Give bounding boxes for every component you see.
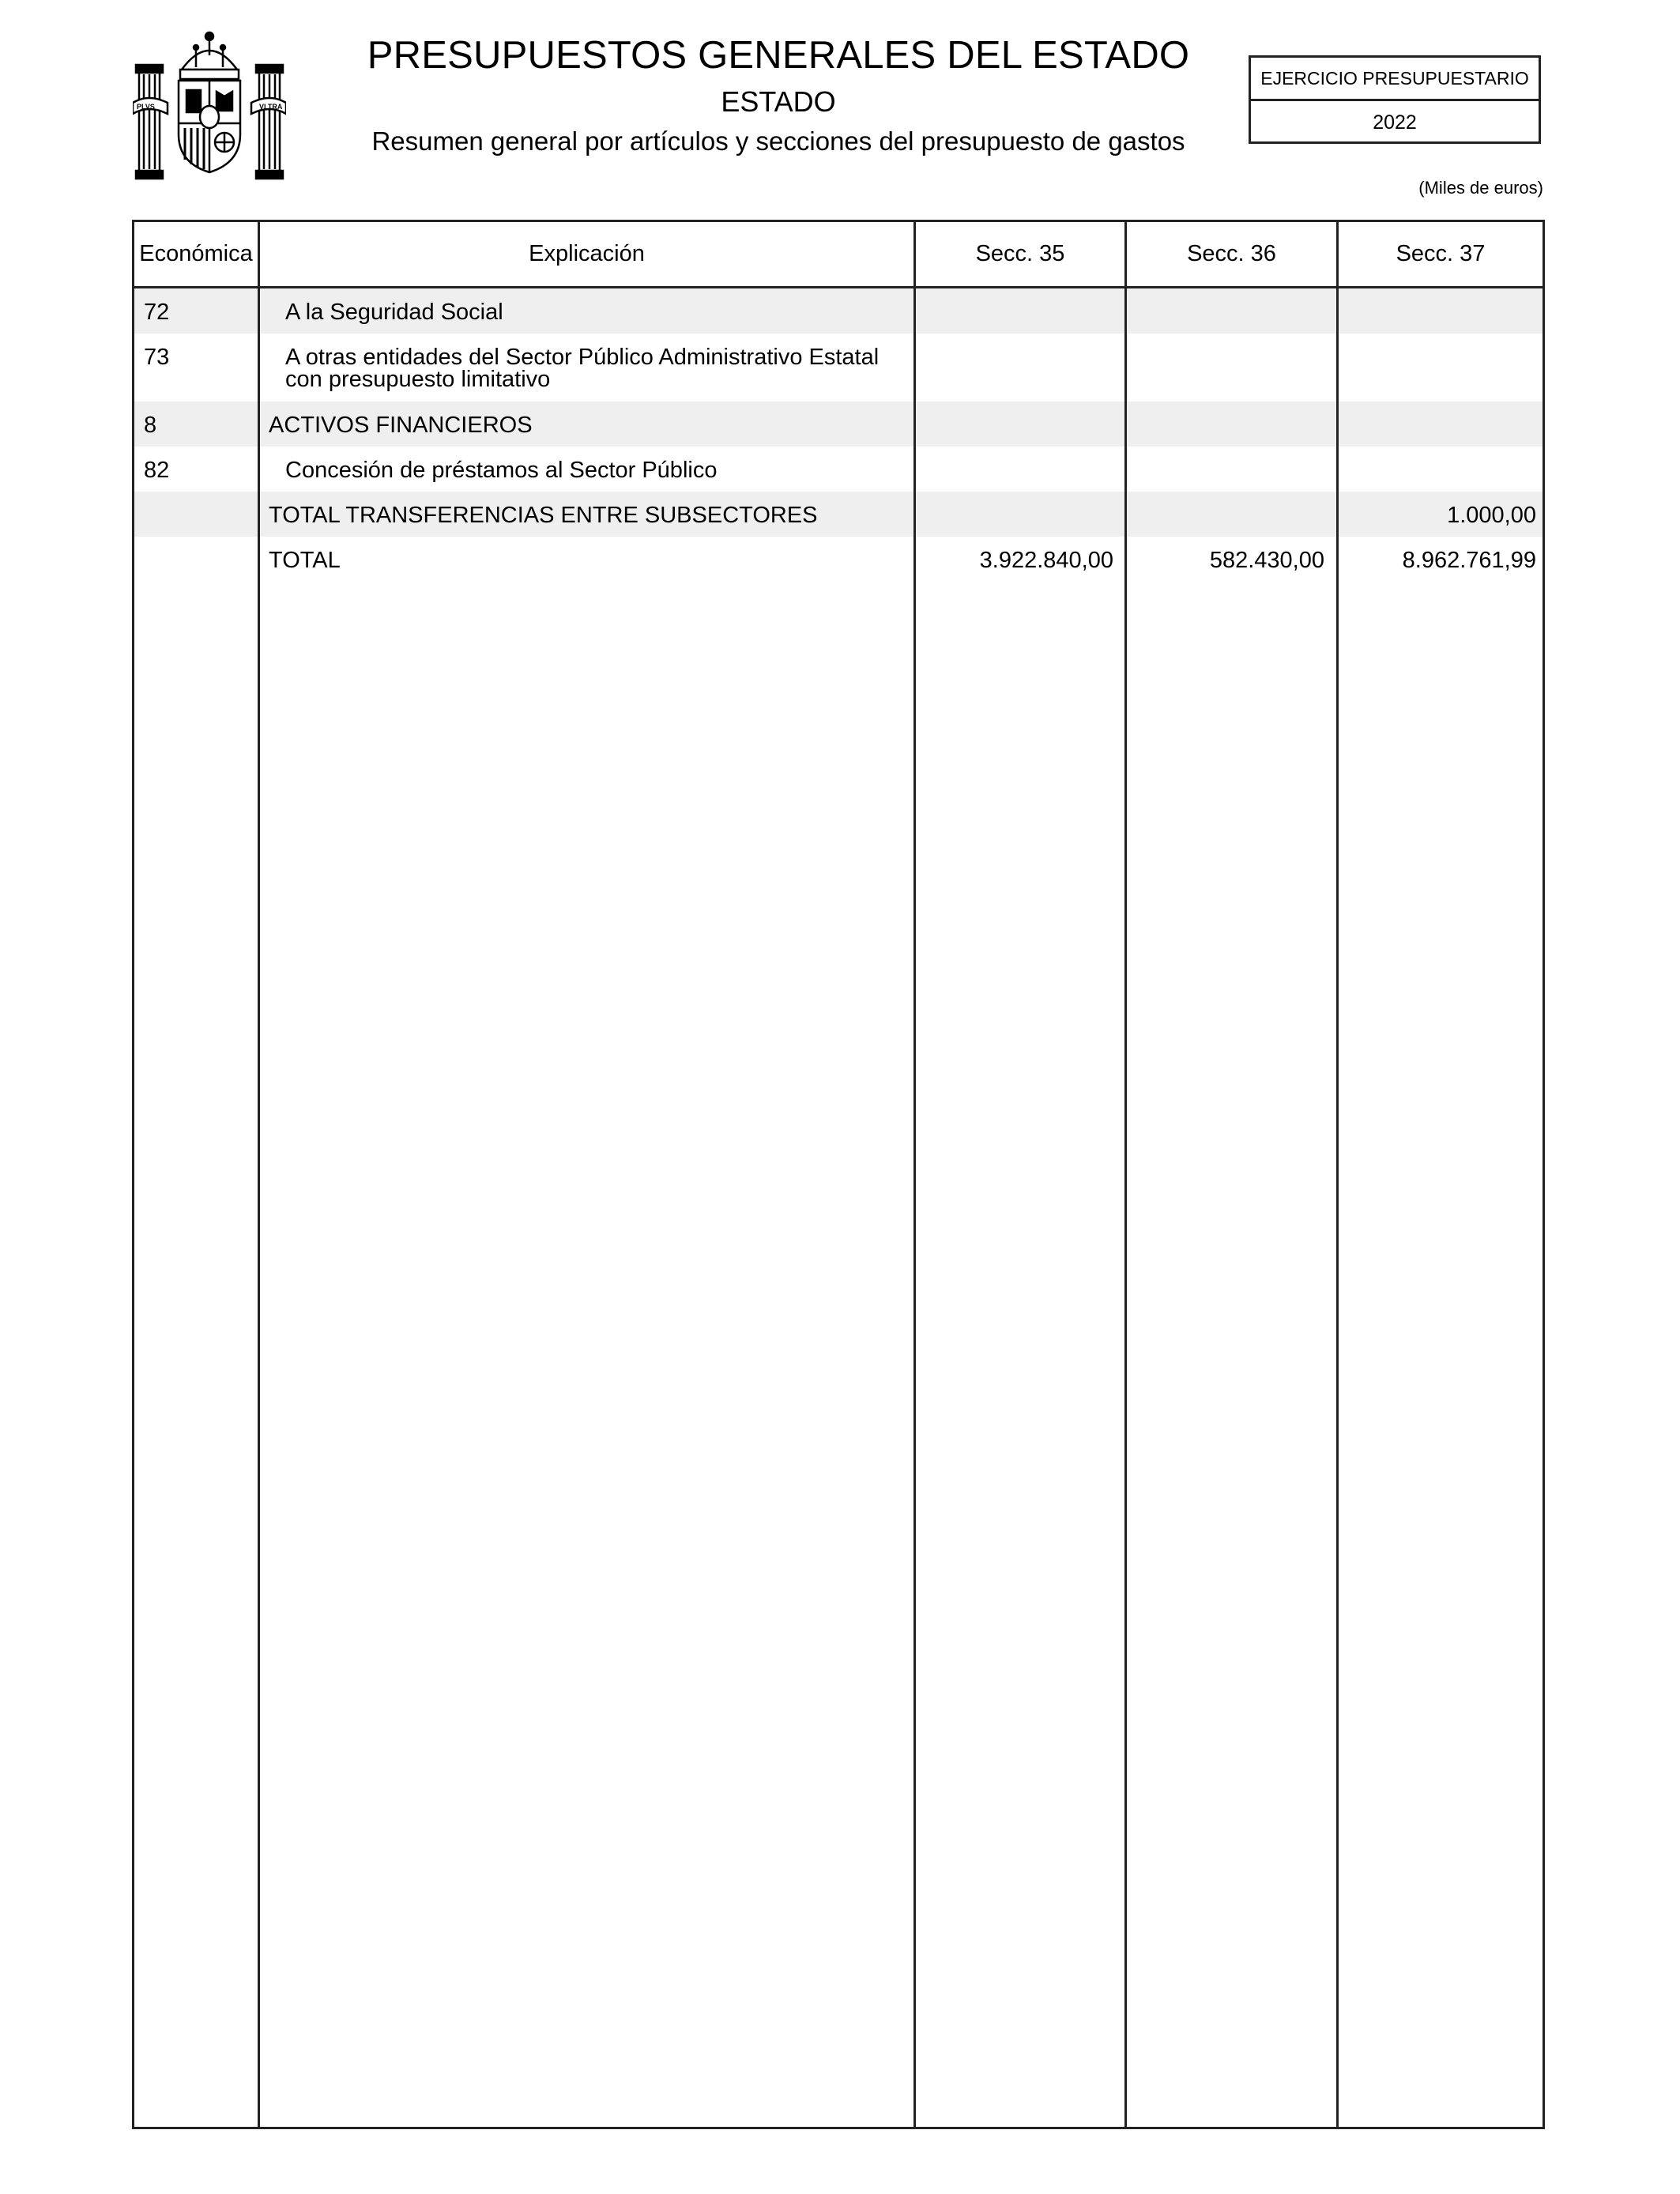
svg-text:PLVS: PLVS xyxy=(137,103,155,111)
row-description: ACTIVOS FINANCIEROS xyxy=(269,413,533,438)
coat-of-arms-icon xyxy=(133,24,286,182)
row-description: TOTAL xyxy=(269,548,341,573)
svg-text:VLTRA: VLTRA xyxy=(259,103,283,111)
row-secc37: 1.000,00 xyxy=(1447,503,1536,528)
table-row xyxy=(134,537,1543,582)
row-description: Concesión de préstamos al Sector Público xyxy=(285,458,718,483)
page-description: Resumen general por artículos y secciones del presupuesto de gastos xyxy=(371,126,1185,156)
column-header-secc37: Secc. 37 xyxy=(1396,241,1486,266)
units-note: (Miles de euros) xyxy=(1418,178,1543,198)
row-secc35: 3.922.840,00 xyxy=(979,548,1113,573)
row-description: A otras entidades del Sector Público Administrativo Estatal con presupuesto limitativo xyxy=(285,345,880,392)
column-header-explicacion: Explicación xyxy=(529,241,645,266)
table-row xyxy=(134,401,1543,447)
row-secc36: 582.430,00 xyxy=(1209,548,1324,573)
row-code: 8 xyxy=(144,413,157,438)
column-header-secc35: Secc. 35 xyxy=(975,241,1065,266)
column-header-economica: Económica xyxy=(139,241,253,266)
fiscal-year-value: 2022 xyxy=(1373,111,1417,134)
row-description: TOTAL TRANSFERENCIAS ENTRE SUBSECTORES xyxy=(269,503,818,528)
table-row xyxy=(134,288,1543,334)
row-secc37: 8.962.761,99 xyxy=(1402,548,1536,573)
table-row xyxy=(134,334,1543,401)
fiscal-year-box xyxy=(1249,55,1541,144)
row-code: 82 xyxy=(144,458,170,483)
row-code: 73 xyxy=(144,345,170,370)
column-divider xyxy=(1336,222,1339,2127)
row-description: A la Seguridad Social xyxy=(285,300,503,325)
budget-table xyxy=(132,220,1545,2129)
page-subtitle: ESTADO xyxy=(721,85,836,118)
page-title: PRESUPUESTOS GENERALES DEL ESTADO xyxy=(367,34,1190,77)
document-header xyxy=(332,32,1225,158)
table-row xyxy=(134,492,1543,537)
column-divider xyxy=(1124,222,1127,2127)
column-divider xyxy=(258,222,260,2127)
table-row xyxy=(134,447,1543,492)
fiscal-year-label: EJERCICIO PRESUPUESTARIO xyxy=(1251,58,1539,101)
column-header-secc36: Secc. 36 xyxy=(1187,241,1276,266)
column-divider xyxy=(913,222,916,2127)
row-code: 72 xyxy=(144,300,170,325)
